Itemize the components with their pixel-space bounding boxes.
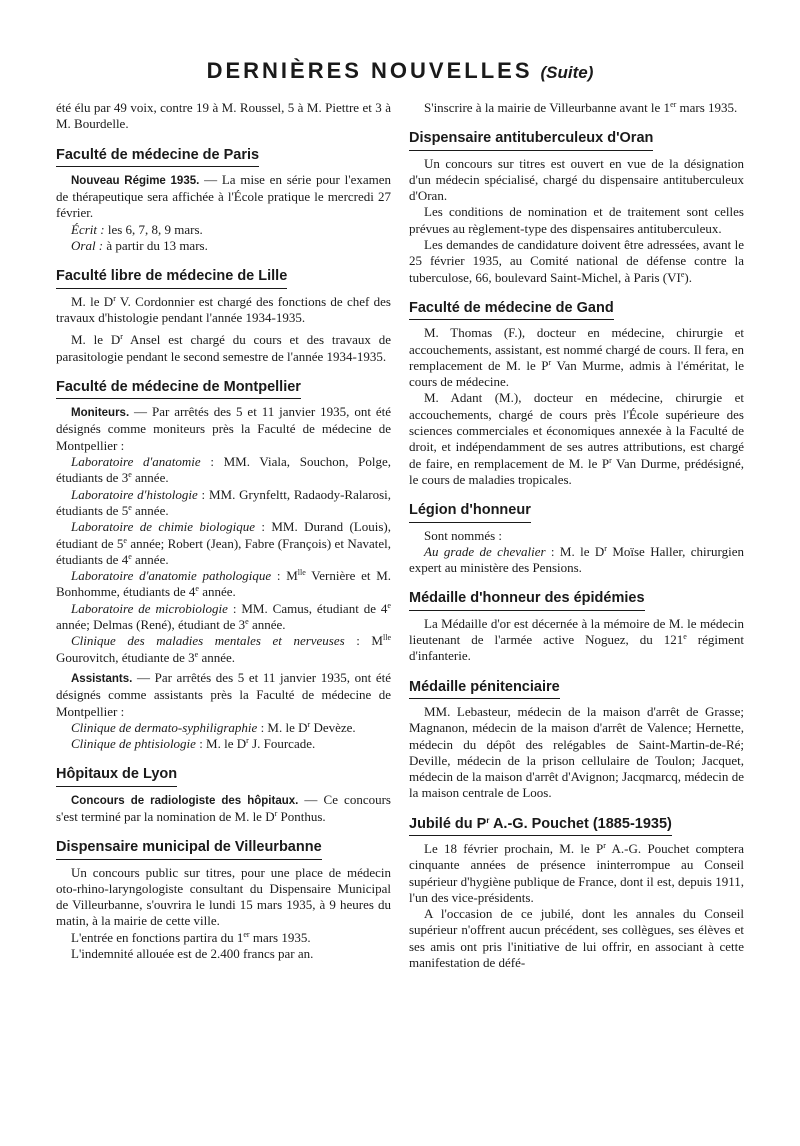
section-title: Dispensaire antituberculeux d'Oran [409, 130, 653, 150]
paragraph: M. le $D^r$ Ansel est chargé du cours et des travaux de parasitologie pendant le second semestre de l'année 1934-1935. [56, 332, 391, 364]
paragraph: Clinique de dermato-syphiligraphie : M. le $D^r$ Devèze. [71, 719, 356, 735]
paragraph: Concours de radiologiste des hôpitaux. — Ce concours s'est terminé par la nomination de M. le $D^r$ Ponthus. [56, 791, 391, 824]
paragraph: Oral : à partir du 13 mars. [71, 238, 208, 254]
paragraph: Assistants. — Par arrêtés des 5 et 11 janvier 1935, ont été désignés comme assistants près la Faculté de médecine de Montpellier : [56, 669, 391, 719]
section-dispensaire-villeurbanne [56, 839, 391, 962]
section-title: Faculté de médecine de Gand [409, 300, 614, 320]
paragraph: Clinique des maladies mentales et nerveuses : $M^{lle}$ Gourovitch, étudiante de 3e année. [56, 633, 391, 665]
paragraph: MM. Lebasteur, médecin de la maison d'arrêt de Grasse; Magnanon, médecin de la maison d'arrêt de Valence; Hernette, médecin du dépôt des relégables de Saint-Martin-de-Ré; Deville, médecin de la prison cellulaire de Toulon; Jacquet, médecin de la maison d'arrêt d'Avignon; Jacqmarcq, médecin de la maison centrale de Loos. [409, 703, 744, 801]
section-title: Faculté de médecine de Montpellier [56, 379, 301, 399]
paragraph: Écrit : les 6, 7, 8, 9 mars. [71, 221, 203, 237]
paragraph: Les conditions de nomination et de traitement sont celles prévues au règlement-type des dispensaires antituberculeux. [409, 204, 744, 236]
section-legion-honneur [409, 502, 744, 576]
paragraph: Clinique de phtisiologie : M. le $D^r$ J. Fourcade. [71, 736, 316, 752]
paragraph: M. Adant (M.), docteur en médecine, chirurgie et accouchements, chargé de cours près l'École supérieure des sciences commerciales et économiques annexée à la Faculté de droit, et indépendamment de ses autres attributions, est chargé de faire, en remplacement de M. le $P^r$ Van Durme, prédésigné, le cours de maladies tropicales. [409, 390, 744, 487]
paragraph: Laboratoire d'histologie : MM. Grynfeltt, Radaody-Ralarosi, étudiants de 5e année. [56, 486, 391, 518]
section-hopitaux-lyon [56, 766, 391, 825]
page-title [0, 58, 800, 84]
section-title: Faculté de médecine de Paris [56, 147, 259, 167]
paragraph: L'indemnité allouée est de 2.400 francs par an. [71, 946, 314, 962]
section-jubile-pouchet [409, 816, 744, 972]
section-title: Hôpitaux de Lyon [56, 766, 177, 786]
section-title: Jubilé du $P^r$ A.-G. Pouchet (1885-1935) [409, 816, 672, 836]
section-title: Légion d'honneur [409, 502, 531, 522]
paragraph: M. Thomas (F.), docteur en médecine, chirurgie et accouchements, assistant, est nommé chargé de cours. Il fera, en remplacement de M. le $P^r$ Van Murme, admis à l'éméritat, le cours de médecine. [409, 325, 745, 390]
left-intro: été élu par 49 voix, contre 19 à M. Roussel, 5 à M. Piettre et 3 à M. Bourdelle. [56, 100, 391, 132]
paragraph: L'entrée en fonctions partira du 1er mars 1935. [71, 929, 311, 945]
paragraph: Sont nommés : [424, 527, 503, 543]
right-column [409, 100, 744, 971]
paragraph: A l'occasion de ce jubilé, dont les annales du Conseil supérieur n'offrent aucun précédent, ses collègues, ses élèves et ses amis ont pris l'initiative de lui offrir, en associant à cette manifestation de défé- [409, 906, 744, 971]
section-title: Dispensaire municipal de Villeurbanne [56, 839, 322, 859]
paragraph: Le 18 février prochain, M. le $P^r$ A.-G. Pouchet comptera cinquante années de présence ininterrompue au Conseil supérieur d'hygiène publique de France, dont il est, depuis 1911, l'un des vice-présidents. [409, 840, 744, 905]
paragraph: M. le $D^r$ V. Cordonnier est chargé des fonctions de chef des travaux d'histologie pendant l'année 1934-1935. [56, 293, 391, 325]
paragraph: Laboratoire d'anatomie pathologique : $M^{lle}$ Vernière et M. Bonhomme, étudiants de 4e année. [56, 568, 392, 600]
section-faculte-paris [56, 147, 391, 255]
section-title: Médaille d'honneur des épidémies [409, 590, 645, 610]
paragraph: Un concours sur titres est ouvert en vue de la désignation d'un médecin spécialisé, chargé du dispensaire antituberculeux d'Oran. [409, 155, 744, 204]
paragraph: Un concours public sur titres, pour une place de médecin oto-rhino-laryngologiste consultant du Dispensaire Municipal de Villeurbanne, s'ouvrira le lundi 15 mars 1935, à 9 heures du matin, à la mairie de cette ville. [56, 864, 391, 929]
paragraph: La Médaille d'or est décernée à la mémoire de M. le médecin lieutenant de l'armée active Noguez, du 121e régiment d'infanterie. [409, 615, 744, 664]
section-faculte-gand [409, 300, 744, 488]
page-title-main: DERNIÈRES NOUVELLES [206, 58, 533, 83]
section-faculte-montpellier [56, 379, 391, 753]
paragraph: Laboratoire de chimie biologique : MM. Durand (Louis), étudiant de 5e année; Robert (Jean), Fabre (François) et Navatel, étudiants de 4e année. [56, 519, 391, 567]
paragraph: Au grade de chevalier : M. le $D^r$ Moïse Haller, chirurgien expert au ministère des Pensions. [409, 543, 744, 576]
paragraph: Nouveau Régime 1935. — La mise en série pour l'examen de thérapeutique sera affichée à l'École pratique le mercredi 27 février. [56, 171, 392, 221]
section-dispensaire-oran [409, 130, 744, 286]
section-title: Médaille pénitenciaire [409, 679, 560, 699]
paragraph: Les demandes de candidature doivent être adressées, avant le 25 février 1935, au Comité national de défense contre la tuberculose, 66, boulevard Saint-Michel, à Paris (VIe). [409, 237, 744, 285]
right-intro: S'inscrire à la mairie de Villeurbanne avant le 1er mars 1935. [424, 100, 738, 115]
paragraph: Laboratoire de microbiologie : MM. Camus, étudiant de 4e année; Delmas (René), étudiant de 3e année. [56, 600, 391, 633]
page-title-suite: (Suite) [540, 63, 594, 82]
left-column [56, 100, 391, 962]
section-medaille-penitenciaire [409, 679, 744, 802]
section-title: Faculté libre de médecine de Lille [56, 268, 287, 288]
section-faculte-lille [56, 268, 391, 364]
paragraph: Laboratoire d'anatomie : MM. Viala, Souchon, Polge, étudiants de 3e année. [56, 454, 391, 486]
section-medaille-epidemies [409, 590, 744, 664]
paragraph: Moniteurs. — Par arrêtés des 5 et 11 janvier 1935, ont été désignés comme moniteurs près la Faculté de médecine de Montpellier : [56, 404, 391, 453]
